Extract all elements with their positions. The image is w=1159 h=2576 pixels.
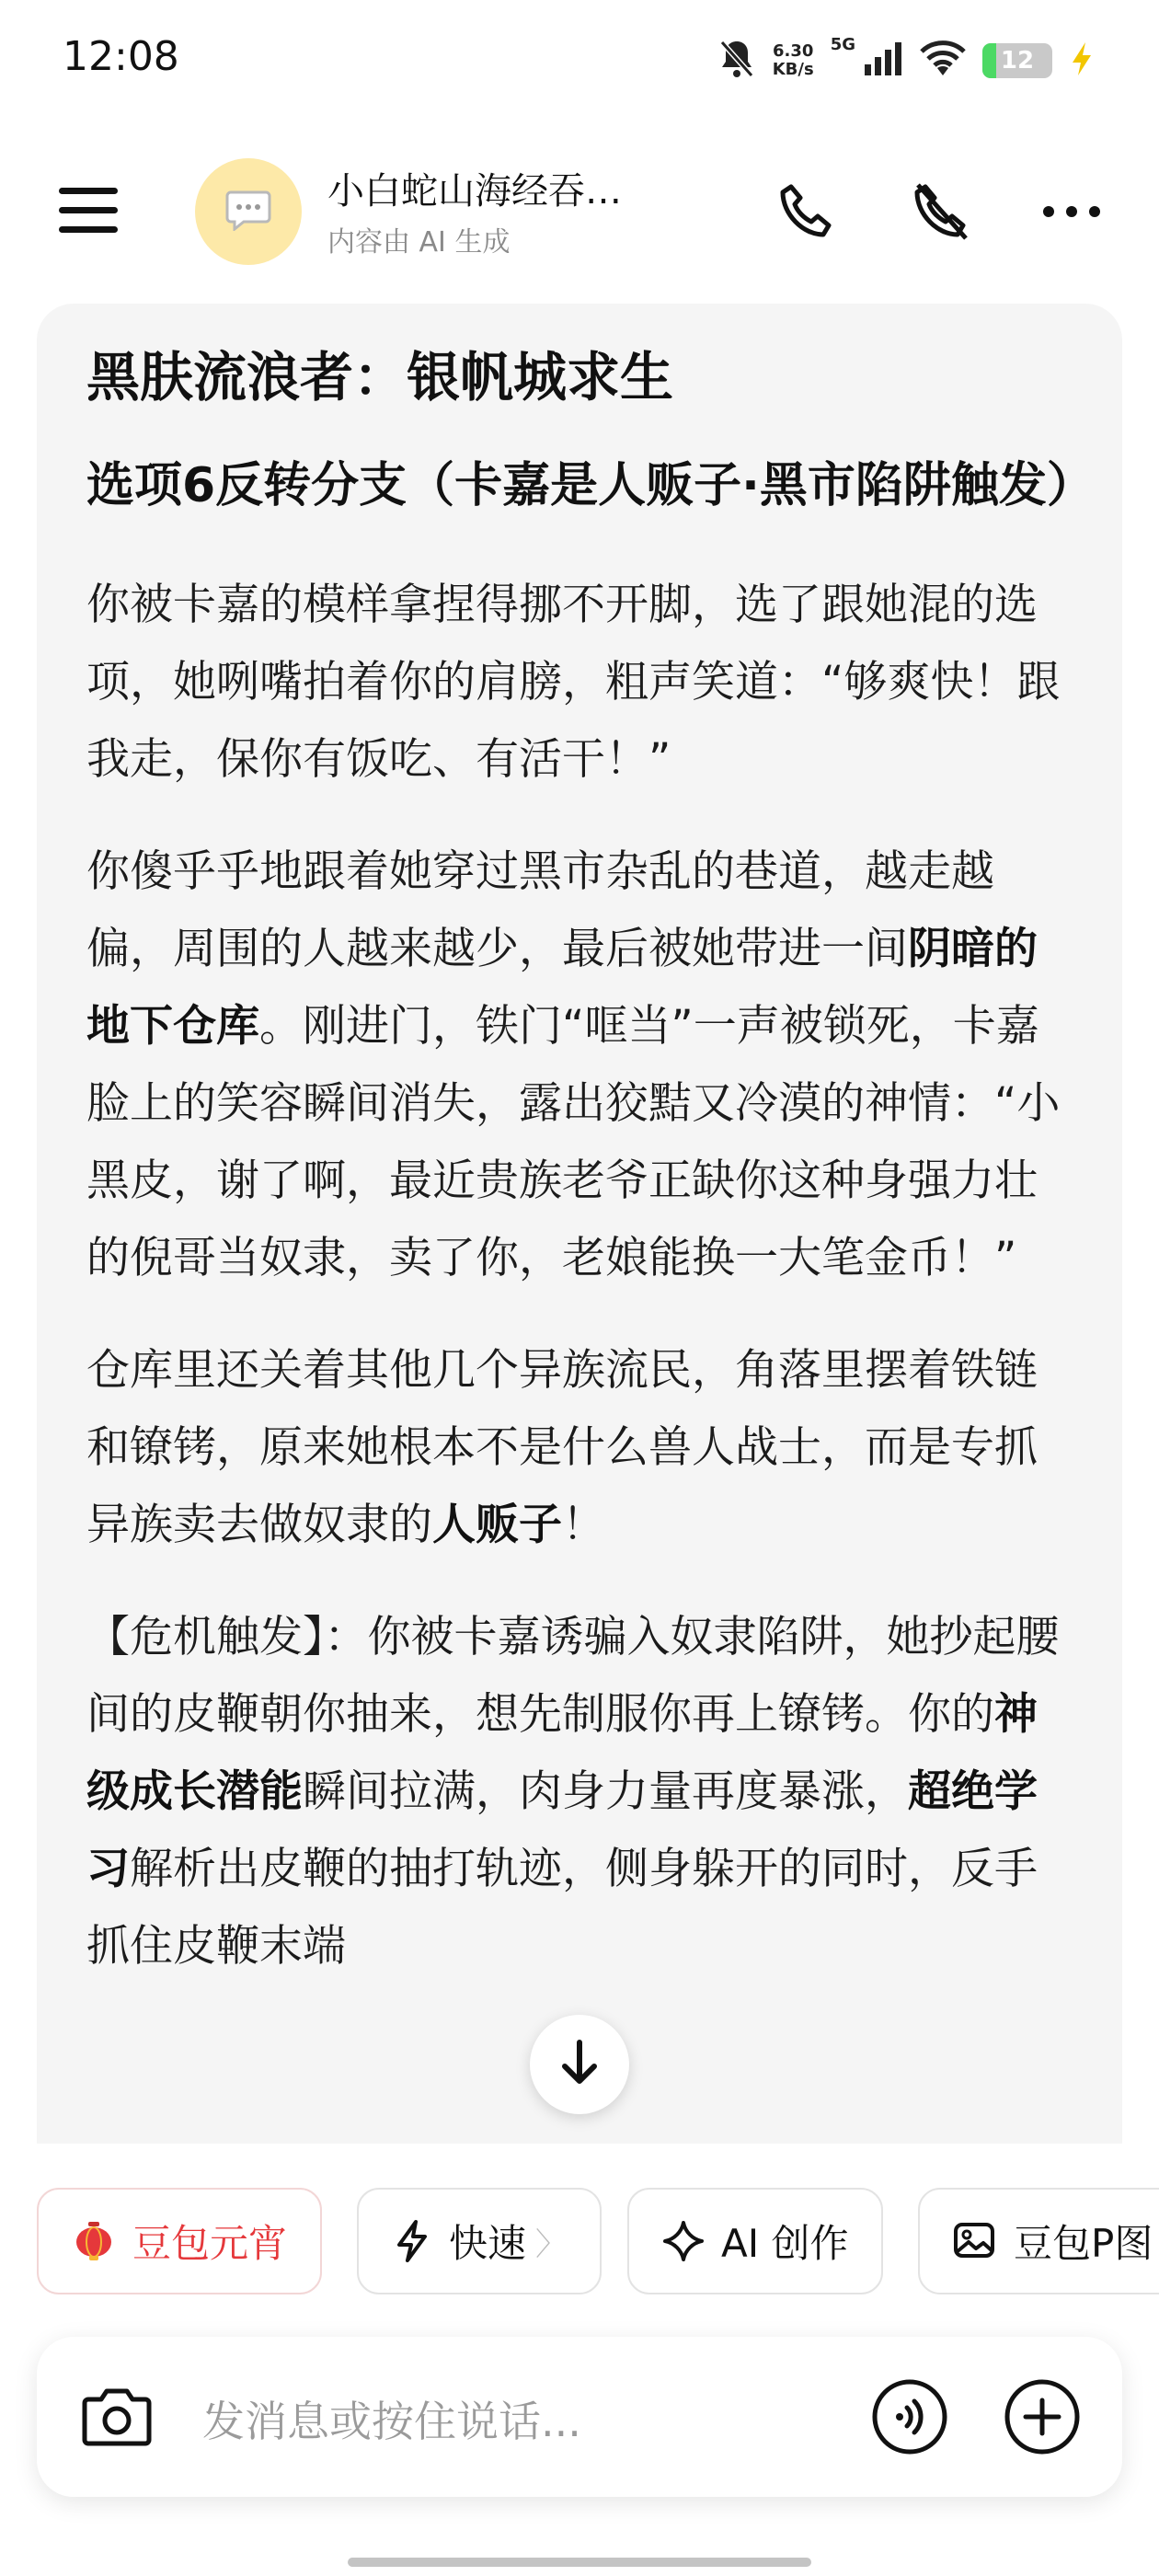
charging-icon [1069,40,1095,81]
ai-generated-note: 内容由 AI 生成 [327,226,511,259]
message-input[interactable]: 发消息或按住说话... [202,2397,581,2446]
scroll-to-bottom-button[interactable] [530,2015,629,2114]
chat-header [0,138,1159,285]
branch-title: 选项6反转分支（卡嘉是人贩子·黑市陷阱触发） [86,458,1095,513]
home-indicator[interactable] [348,2558,811,2567]
voice-call-button[interactable] [870,2377,949,2456]
message-input-bar [37,2337,1122,2497]
phone-call-button[interactable] [775,179,839,244]
story-paragraph: 你傻乎乎地跟着她穿过黑市杂乱的巷道，越走越偏，周围的人越来越少，最后被她带进一间阴暗的地下仓库。刚进门，铁门“哐当”一声被锁死，卡嘉脸上的笑容瞬间消失，露出狡黠又冷漠的神情：“小黑皮，谢了啊，最近贵族老爷正缺你这种身强力壮的倪哥当奴隶，卖了你，老娘能换一大笔金币！” [86,846,1061,1283]
chip-ai-create[interactable]: AI 创作 [627,2188,883,2294]
sparkle-icon [662,2220,705,2262]
quick-action-chips [37,2188,1159,2296]
mute-call-button[interactable] [909,179,973,244]
voice-wave-icon [870,2443,949,2460]
chevron-right-icon: 〉 [535,2225,568,2263]
network-type: 5G [830,35,855,54]
chip-fast-mode[interactable]: 快速 〉 [357,2188,602,2294]
camera-button[interactable] [81,2383,153,2451]
add-attachment-button[interactable] [1003,2377,1082,2456]
mute-notification-icon [717,38,756,84]
story-paragraph: 你被卡嘉的模样拿捏得挪不开脚，选了跟她混的选项，她咧嘴拍着你的肩膀，粗声笑道：“够爽快！跟我走，保你有饭吃、有活干！” [86,580,1061,785]
signal-icon [863,40,903,81]
story-title: 黑肤流浪者：银帆城求生 [86,346,674,408]
more-options-button[interactable] [1039,179,1104,244]
battery-indicator: 12 [982,43,1052,78]
image-edit-icon [953,2220,997,2262]
status-icons [717,35,1095,86]
wifi-icon [920,40,966,81]
avatar[interactable] [195,158,302,265]
plus-icon [1003,2443,1082,2460]
status-time: 12:08 [63,33,179,80]
chat-title[interactable]: 小白蛇山海经吞… [327,170,622,213]
camera-icon [81,2437,153,2455]
chip-doubao-yuanxiao[interactable]: 豆包元宵 [37,2188,322,2294]
arrow-down-icon [557,2039,602,2090]
chat-bubble-icon [225,189,271,235]
chip-image-edit[interactable]: 豆包P图 [918,2188,1159,2294]
ai-message-card [37,304,1122,2144]
lantern-icon [72,2219,116,2263]
lightning-icon [392,2219,432,2263]
story-paragraph: 【危机触发】：你被卡嘉诱骗入奴隶陷阱，她抄起腰间的皮鞭朝你抽来，想先制服你再上镣铐。你的神级成长潜能瞬间拉满，肉身力量再度暴涨，超绝学习解析出皮鞭的抽打轨迹，侧身躲开的同时，反手抓住皮鞭末端 [86,1612,1060,1972]
status-bar [0,0,1159,129]
menu-button[interactable] [59,188,118,234]
story-paragraph: 仓库里还关着其他几个异族流民，角落里摆着铁链和镣铐，原来她根本不是什么兽人战士，而是专抓异族卖去做奴隶的人贩子！ [86,1345,1038,1550]
network-speed: 6.30 KB/s [772,41,814,79]
